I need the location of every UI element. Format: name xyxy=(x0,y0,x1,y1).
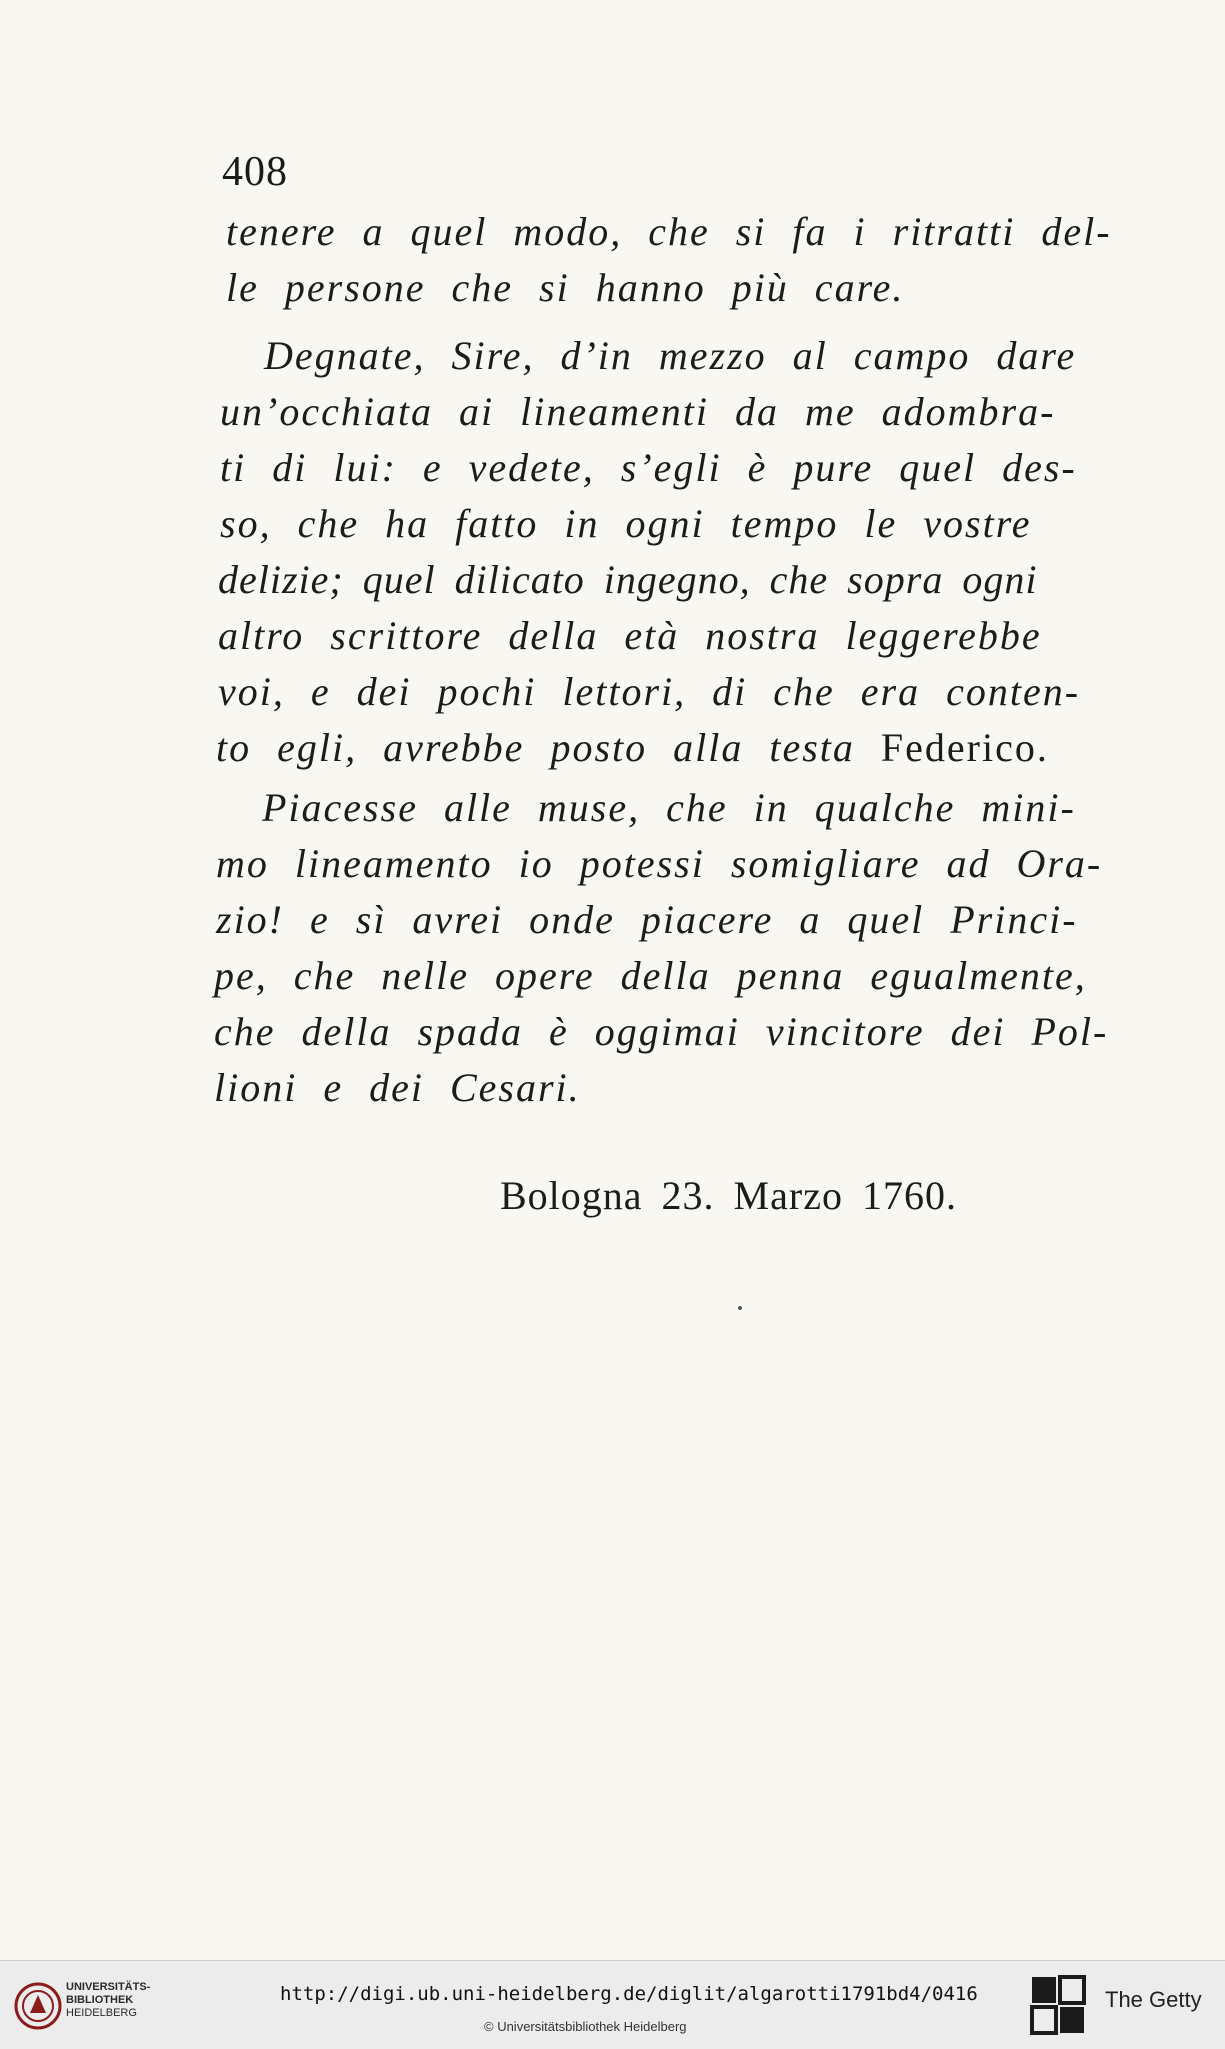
text-line: Degnate, Sire, d’in mezzo al campo dare xyxy=(264,333,1077,378)
text-line: lioni e dei Cesari. xyxy=(214,1065,581,1110)
text-line: un’occhiata ai lineamenti da me adombra- xyxy=(220,389,1056,434)
partner-name: The Getty xyxy=(1105,1987,1202,2012)
text-line: pe, che nelle opere della penna egualmente, xyxy=(214,953,1087,998)
library-name xyxy=(66,1981,150,2020)
text-line: tenere a quel modo, che si fa i ritratti del- xyxy=(226,209,1112,254)
footer-bar xyxy=(0,1960,1225,2049)
text-line-roman-part: Federico. xyxy=(880,725,1049,770)
text-line: so, che ha fatto in ogni tempo le vostre xyxy=(220,501,1032,546)
permalink-url[interactable]: http://digi.ub.uni-heidelberg.de/diglit/algarotti1791bd4/0416 xyxy=(280,1983,978,2005)
library-name-line: BIBLIOTHEK xyxy=(66,1994,134,2006)
text-line: Piacesse alle muse, che in qualche mini- xyxy=(262,785,1076,830)
text-line: altro scrittore della età nostra leggerebbe xyxy=(218,613,1042,658)
text-line: ti di lui: e vedete, s’egli è pure quel des- xyxy=(220,445,1077,490)
text-line: voi, e dei pochi lettori, di che era conten- xyxy=(218,669,1081,714)
dateline: Bologna 23. Marzo 1760. xyxy=(500,1173,957,1218)
copyright-notice: © Universitätsbibliothek Heidelberg xyxy=(484,2019,687,2034)
text-line: le persone che si hanno più care. xyxy=(226,265,905,310)
library-name-line: HEIDELBERG xyxy=(66,2007,137,2019)
text-line: delizie; quel dilicato ingegno, che sopra ogni xyxy=(218,557,1038,602)
ink-speck xyxy=(738,1306,742,1310)
text-line-italic-part: to egli, avrebbe posto alla testa xyxy=(216,725,881,770)
text-line: mo lineamento io potessi somigliare ad Ora- xyxy=(216,841,1103,886)
getty-logo-icon xyxy=(1030,1975,1086,2035)
text-line: che della spada è oggimai vincitore dei Pol- xyxy=(214,1009,1109,1054)
text-line-federico xyxy=(216,724,1049,771)
text-line: zio! e sì avrei onde piacere a quel Princi- xyxy=(216,897,1078,942)
library-name-line: UNIVERSITÄTS- xyxy=(66,1981,151,1993)
page-number: 408 xyxy=(222,149,288,195)
